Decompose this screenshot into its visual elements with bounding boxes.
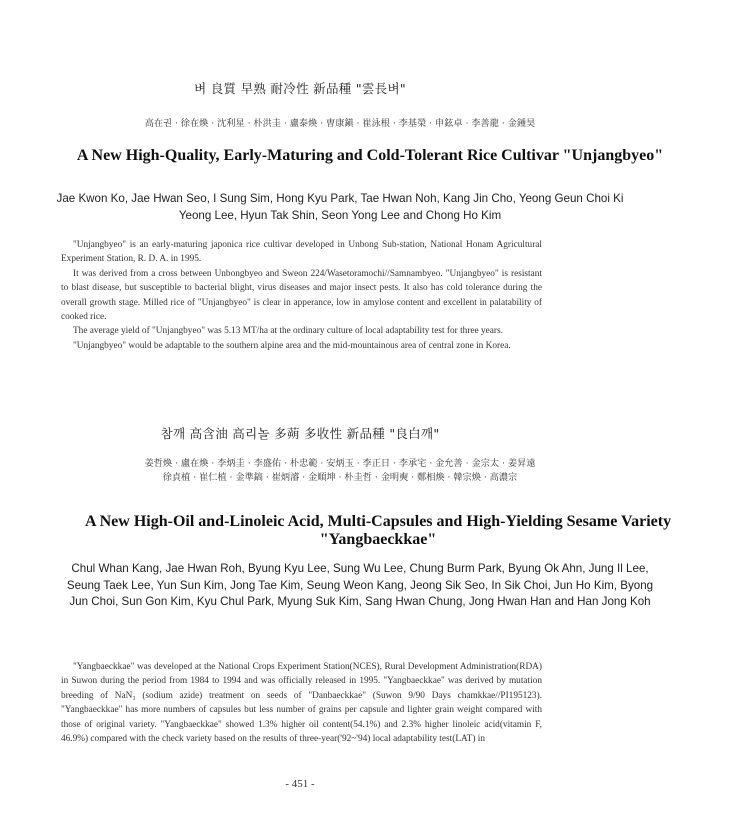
article1-paragraph: "Unjangbyeo" is an early-maturing japonica rice cultivar developed in Unbong Sub-station, National Honam Agricultural Experiment Station, R. D. A. in 1995. [61, 240, 542, 265]
article1-korean-title: 벼 良質 早熟 耐冷性 新品種 "雲長벼" [194, 81, 406, 96]
article2-english-authors: Chul Whan Kang, Jae Hwan Roh, Byung Kyu Lee, Sung Wu Lee, Chung Burm Park, Byung Ok Ahn, Jung Il Lee, Seung Taek Lee, Yun Sun Kim, Jong Tae Kim, Seung Weon Kang, Jeong Sik Seo, In Sik Choi, Jun Ho Kim, Byong Jun Choi, Sun Gon Kim, Kyu Chul Park, Myung Suk Kim, Sang Hwan Chung, Jong Hwan Han and Han Jong Koh [66, 562, 654, 608]
page-number: - 451 - [285, 778, 315, 790]
article1-korean-authors: 高在권 · 徐在煥 · 沈利星 · 朴洪圭 · 盧泰煥 · 曺康鎭 · 崔泳根 · 李基榮 · 申鉉卓 · 李善龍 · 金鍾昊 [144, 118, 536, 129]
article1-paragraph: It was derived from a cross between Unbongbyeo and Sweon 224/Wasetoramochi//Samnambyeo. "Unjangbyeo" is resistant to blast disease, but susceptible to bacterial blight, virus diseases and major insect pests. It also has cold tolerance during the overall growth stage. Milled rice of "Unjangbyeo" is clear in apperance, low in amylose content and excellent in palatability of cooked rice. [61, 268, 542, 323]
article2-korean-authors-line1: 姜哲煥 · 盧在煥 · 李炳圭 · 李盛佑 · 朴忠範 · 安炳玉 · 李正日 · 李承宅 · 金允善 · 金宗太 · 姜昇遠 [144, 458, 536, 469]
article1-paragraph: The average yield of "Unjangbyeo" was 5.13 MT/ha at the ordinary culture of local adaptability test for three years. [73, 326, 503, 337]
article1-english-authors: Jae Kwon Ko, Jae Hwan Seo, I Sung Sim, Hong Kyu Park, Tae Hwan Noh, Kang Jin Cho, Yeong Geun Choi Ki Yeong Lee, Hyun Tak Shin, Seon Yong Lee and Chong Ho Kim [56, 192, 624, 222]
article1-english-title: A New High-Quality, Early-Maturing and Cold-Tolerant Rice Cultivar "Unjangbyeo" [76, 147, 664, 164]
article2-korean-authors-line2: 徐貞植 · 崔仁植 · 金準鎬 · 崔炳濬 · 金順坤 · 朴圭哲 · 金明奭 · 鄭相煥 · 韓宗煥 · 高濃宗 [162, 472, 518, 483]
article1-abstract [61, 238, 542, 353]
article2-abstract [61, 660, 542, 746]
article1-paragraph: "Unjangbyeo" would be adaptable to the southern alpine area and the mid-mountainous area of central zone in Korea. [73, 340, 511, 351]
article2-korean-title: 참깨 高含油 高리놀 多蒴 多收性 新品種 "良白깨" [160, 426, 440, 441]
article2-paragraph: "Yangbaeckkae" was developed at the National Crops Experiment Station(NCES), Rural Development Administration(RDA) in Suwon during the period from 1984 to 1994 and was officially released in 1995. "Yangbaeckkae" was derived by mutation breeding of NaN₃ (sodium azide) treatment on seeds of "Danbaeckkae" (Suwon 9/90 Days chamkkae//PI195123). "Yangbaeckkae" has more numbers of capsules but less number of grains per capsule and lighter grain weight compared with those of original variety. "Yangbaeckkae" showed 1.3% higher oil content(54.1%) and 2.3% higher linoleic acid(vitamin F, 46.9%) compared with the check variety based on the results of three-year('92~'94) local adaptability test(LAT) in [61, 662, 542, 745]
article2-english-title: A New High-Oil and-Linoleic Acid, Multi-Capsules and High-Yielding Sesame Variety "Yangbaeckkae" [84, 513, 672, 548]
